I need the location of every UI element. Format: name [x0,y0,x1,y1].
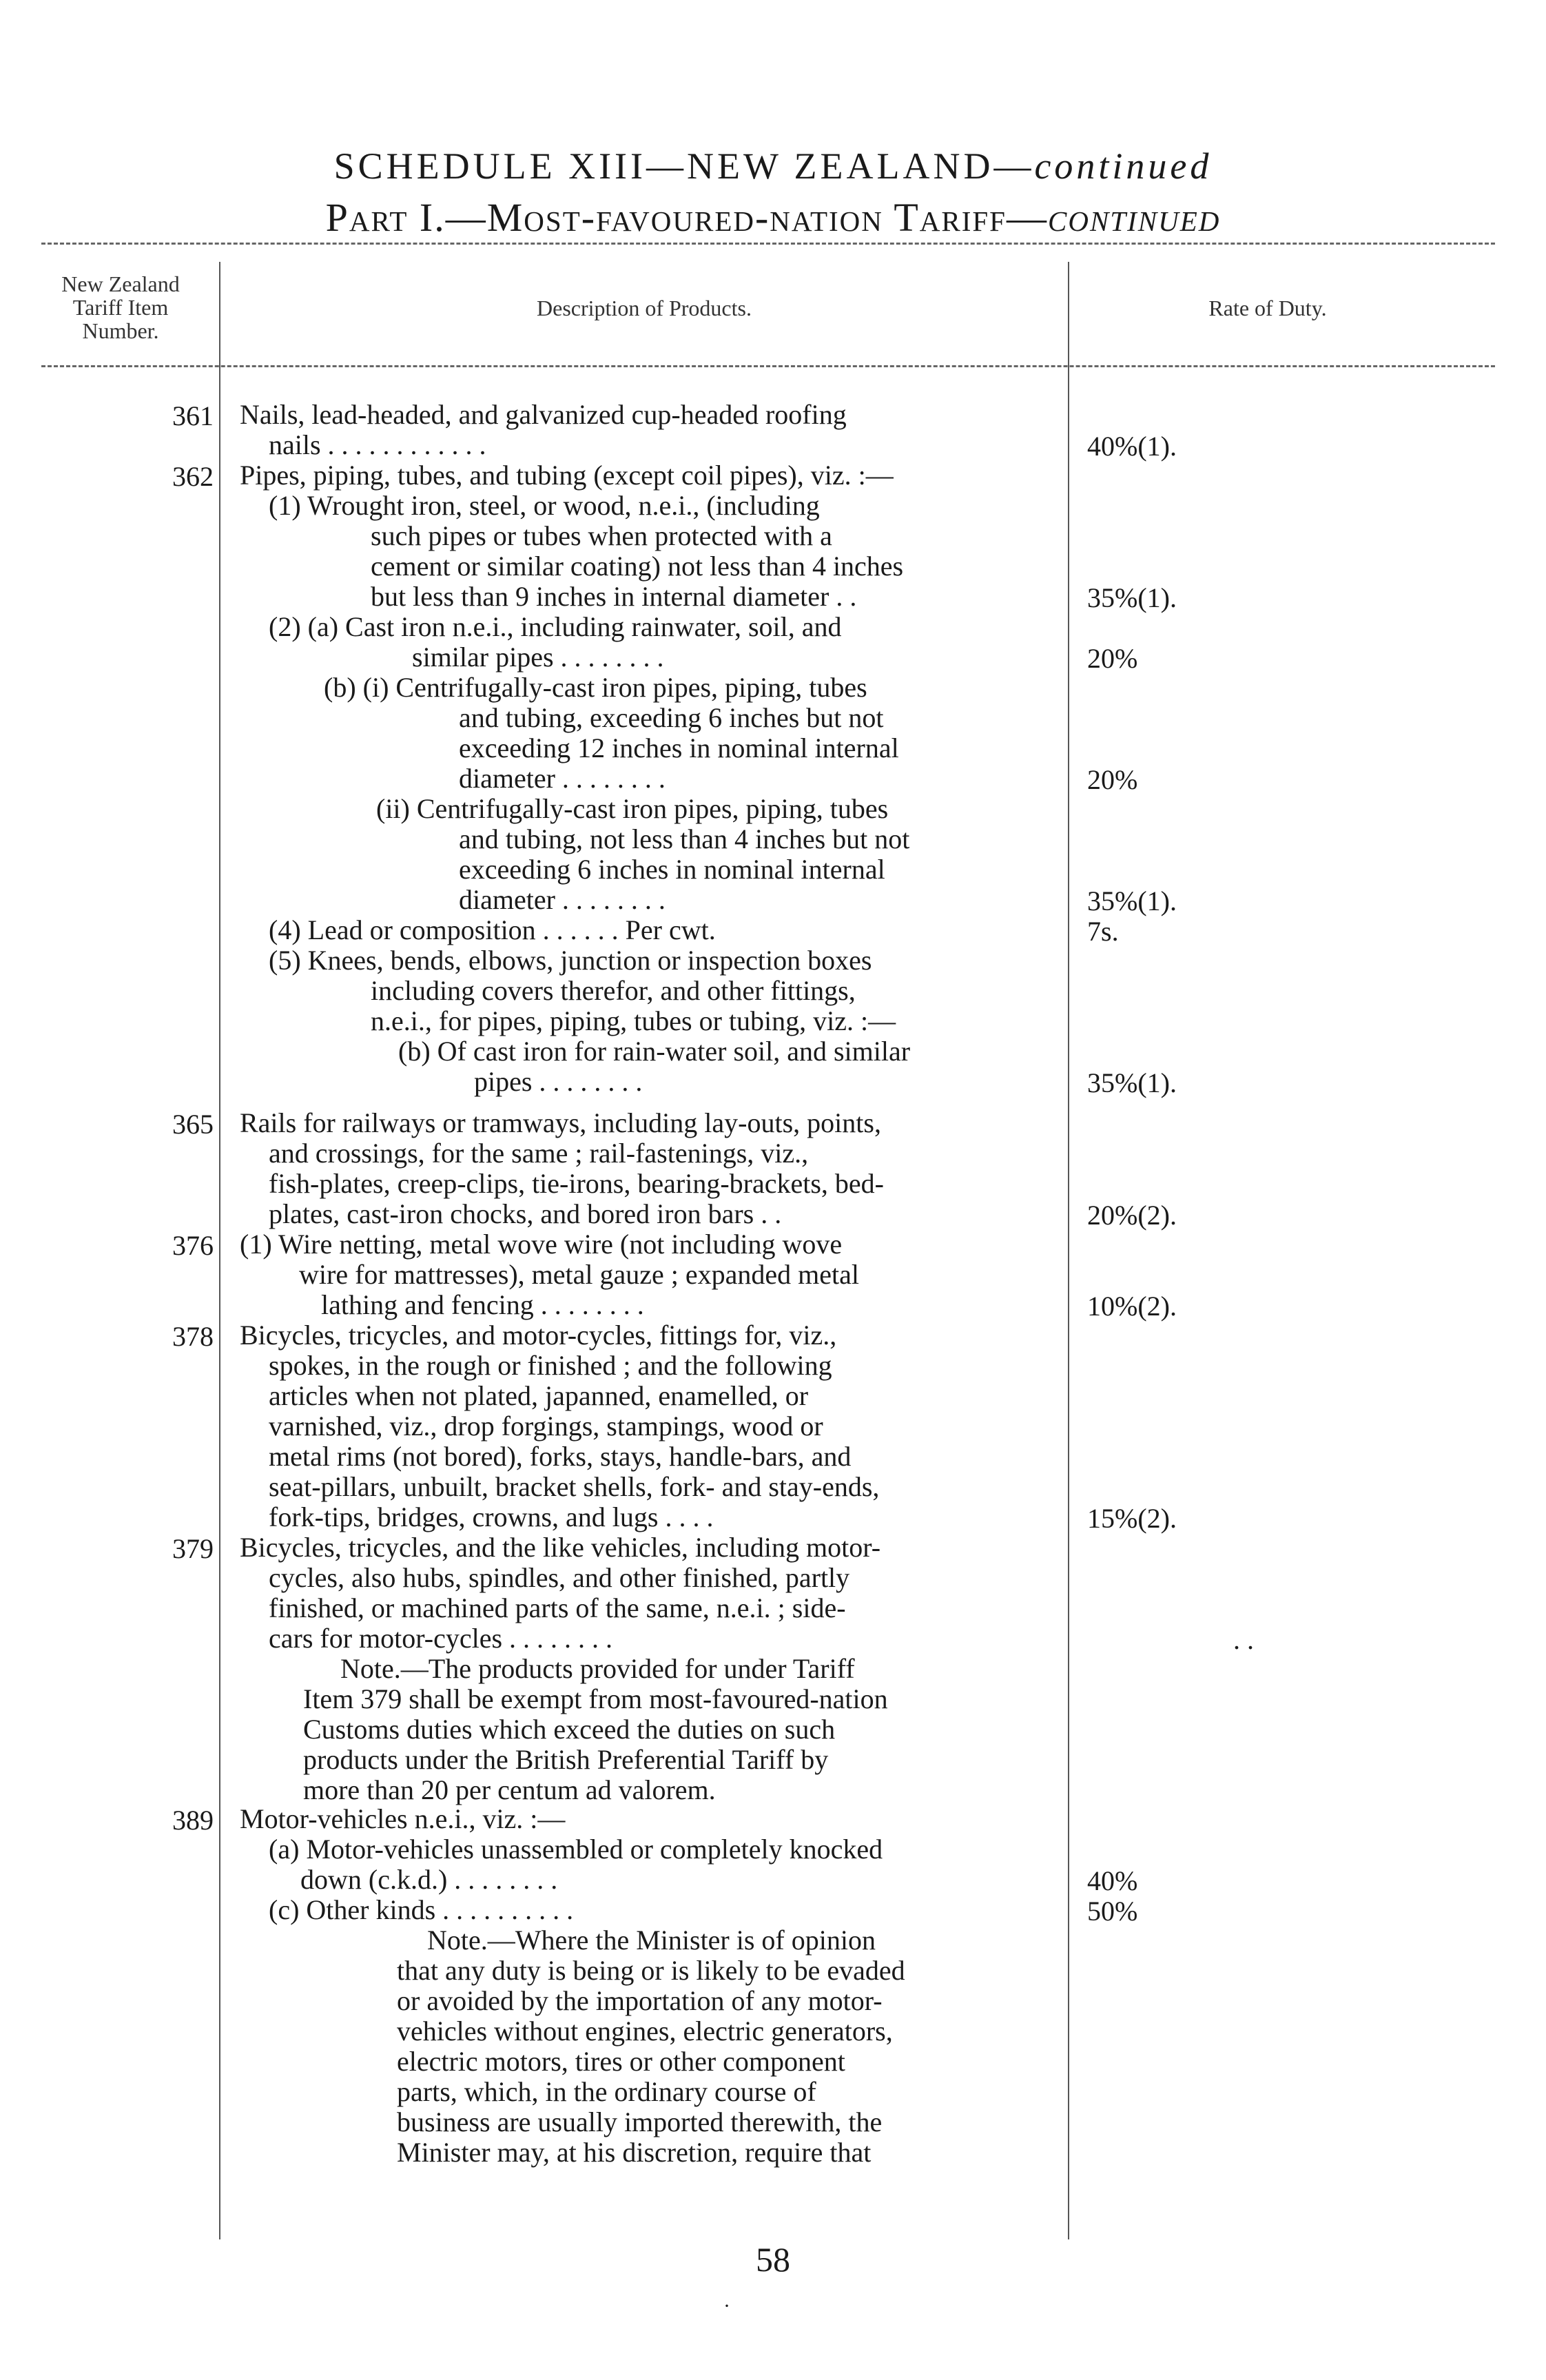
duty-rate: 35%(1). [1087,885,1177,916]
description-line: (1) Wrought iron, steel, or wood, n.e.i., (including [269,490,820,521]
note-line: electric motors, tires or other component [397,2046,845,2077]
item-number: 378 [172,1321,214,1352]
description-line: metal rims (not bored), forks, stays, handle-bars, and [269,1441,852,1472]
note-line: Note.—Where the Minister is of opinion [427,1925,876,1956]
duty-rate: 20%(2). [1087,1200,1177,1231]
description-line: cars for motor-cycles . . . . . . . . [269,1623,613,1654]
description-line: plates, cast-iron chocks, and bored iron bars . . [269,1198,782,1229]
note-line: parts, which, in the ordinary course of [397,2076,816,2107]
description-line: Motor-vehicles n.e.i., viz. :— [240,1803,566,1834]
header-rule [41,365,1495,367]
description-line: but less than 9 inches in internal diameter . . [371,581,857,612]
duty-rate: 20% [1087,643,1138,674]
description-line: (4) Lead or composition . . . . . . Per cwt. [269,914,716,945]
duty-rate: 35%(1). [1087,582,1177,613]
note-line: Note.—The products provided for under Tariff [340,1653,855,1684]
description-line: wire for mattresses), metal gauze ; expanded metal [299,1259,859,1290]
description-line: Bicycles, tricycles, and the like vehicles, including motor- [240,1532,881,1563]
description-line: lathing and fencing . . . . . . . . [321,1289,644,1320]
description-line: exceeding 12 inches in nominal internal [459,732,899,763]
description-line: and tubing, exceeding 6 inches but not [459,702,884,733]
description-line: (b) Of cast iron for rain-water soil, and similar [398,1036,911,1067]
description-line: (5) Knees, bends, elbows, junction or inspection boxes [269,945,872,976]
duty-rate: 50% [1087,1896,1138,1927]
note-line: or avoided by the importation of any motor- [397,1985,883,2016]
description-line: pipes . . . . . . . . [474,1066,643,1097]
duty-rate: 40%(1). [1087,431,1177,462]
description-line: (1) Wire netting, metal wove wire (not including wove [240,1229,843,1260]
description-line: such pipes or tubes when protected with a [371,520,832,551]
note-line: that any duty is being or is likely to be evaded [397,1955,905,1986]
top-rule [41,243,1495,245]
description-line: down (c.k.d.) . . . . . . . . [300,1864,558,1895]
duty-rate: 15%(2). [1087,1503,1177,1534]
item-number: 376 [172,1230,214,1261]
description-line: finished, or machined parts of the same, n.e.i. ; side- [269,1592,846,1623]
item-number: 361 [172,400,214,431]
note-line: Minister may, at his discretion, require that [397,2137,872,2168]
item-number: 379 [172,1533,214,1564]
column-header-description: Description of Products. [537,296,752,320]
description-line: (b) (i) Centrifugally-cast iron pipes, piping, tubes [324,672,867,703]
note-line: business are usually imported therewith, the [397,2106,883,2137]
duty-rate: 40% [1087,1865,1138,1896]
note-line: more than 20 per centum ad valorem. [303,1774,716,1805]
description-line: (2) (a) Cast iron n.e.i., including rainwater, soil, and [269,611,842,642]
description-line: (c) Other kinds . . . . . . . . . . [269,1894,574,1925]
item-number: 389 [172,1805,214,1836]
duty-rate: 20% [1087,764,1138,795]
note-line: Item 379 shall be exempt from most-favoured-nation [303,1683,888,1714]
description-line: diameter . . . . . . . . [459,884,666,915]
duty-rate: 7s. [1087,916,1119,947]
description-line: Nails, lead-headed, and galvanized cup-headed roofing [240,399,847,430]
description-line: cement or similar coating) not less than 4 inches [371,551,904,582]
description-line: nails . . . . . . . . . . . . [269,429,486,460]
description-line: diameter . . . . . . . . [459,763,666,794]
description-line: varnished, viz., drop forgings, stampings, wood or [269,1410,823,1442]
note-line: vehicles without engines, electric generators, [397,2015,893,2046]
item-number: 365 [172,1109,214,1140]
description-line: Rails for railways or tramways, including lay-outs, points, [240,1107,881,1138]
schedule-title: SCHEDULE XIII—NEW ZEALAND—continued [333,145,1213,187]
description-line: Bicycles, tricycles, and motor-cycles, fittings for, viz., [240,1320,837,1351]
description-line: seat-pillars, unbuilt, bracket shells, fork- and stay-ends, [269,1471,880,1502]
description-line: including covers therefor, and other fittings, [371,975,856,1006]
note-line: products under the British Preferential Tariff by [303,1744,829,1775]
print-speck: · [723,2295,730,2317]
description-line: Pipes, piping, tubes, and tubing (except coil pipes), viz. :— [240,460,894,491]
description-line: and tubing, not less than 4 inches but not [459,823,910,854]
description-line: similar pipes . . . . . . . . [412,642,664,673]
page-number: 58 [756,2240,790,2279]
description-line: and crossings, for the same ; rail-fastenings, viz., [269,1138,809,1169]
column-divider-right [1068,262,1069,2239]
duty-rate: . . [1233,1624,1254,1655]
note-line: Customs duties which exceed the duties on such [303,1714,836,1745]
duty-rate: 10%(2). [1087,1291,1177,1322]
description-line: fish-plates, creep-clips, tie-irons, bearing-brackets, bed- [269,1168,884,1199]
item-number: 362 [172,461,214,492]
description-line: fork-tips, bridges, crowns, and lugs . . . . [269,1501,714,1532]
duty-rate: 35%(1). [1087,1067,1177,1098]
description-line: cycles, also hubs, spindles, and other finished, partly [269,1562,850,1593]
column-header-item-number: New Zealand Tariff Item Number. [61,271,180,343]
description-line: n.e.i., for pipes, piping, tubes or tubing, viz. :— [371,1005,896,1036]
description-line: (a) Motor-vehicles unassembled or completely knocked [269,1834,883,1865]
description-line: (ii) Centrifugally-cast iron pipes, piping, tubes [376,793,889,824]
description-line: exceeding 6 inches in nominal internal [459,854,885,885]
description-line: articles when not plated, japanned, enamelled, or [269,1380,809,1411]
description-line: spokes, in the rough or finished ; and the following [269,1350,832,1381]
column-header-rate: Rate of Duty. [1208,296,1327,320]
part-subtitle: Part I.—Most-favoured-nation Tariff—continued [325,195,1221,240]
